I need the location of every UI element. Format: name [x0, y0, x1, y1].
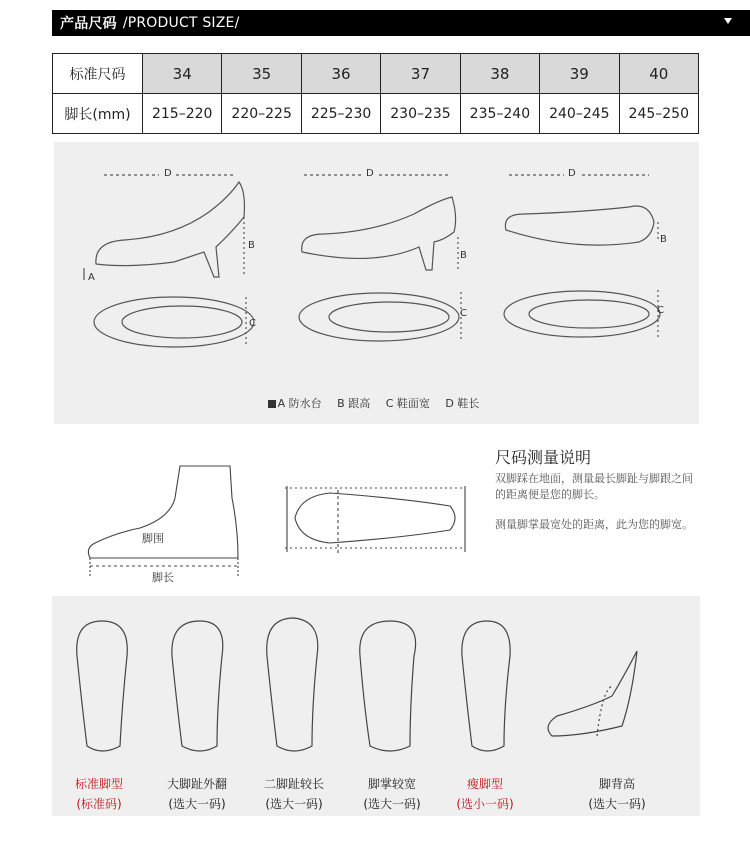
label-foot-length: 脚长 — [152, 571, 174, 584]
measure-instruction-width: 测量脚掌最宽处的距离，此为您的脚宽。 — [495, 518, 693, 531]
size-table — [52, 53, 699, 134]
legend-item-b: B 跟高 — [337, 397, 371, 410]
foot-measurement-illustration — [80, 458, 480, 588]
dim-label-c: C — [460, 308, 467, 319]
legend-item-a: A 防水台 — [277, 397, 322, 410]
length-cell: 215–220 — [143, 94, 222, 134]
size-cell: 35 — [222, 54, 301, 94]
dim-label-b: B — [460, 250, 467, 261]
length-cell: 240–245 — [540, 94, 619, 134]
dim-label-a: A — [88, 272, 95, 283]
legend-square-icon — [268, 400, 276, 408]
dim-label-b: B — [660, 234, 667, 245]
dim-label-c: C — [657, 305, 664, 316]
dropdown-arrow-icon[interactable] — [724, 18, 732, 24]
length-cell: 245–250 — [619, 94, 698, 134]
length-cell: 225–230 — [301, 94, 380, 134]
header-title-cn: 产品尺码 — [60, 16, 117, 32]
size-cell: 38 — [460, 54, 539, 94]
foot-type-standard — [54, 774, 144, 814]
size-cell: 34 — [143, 54, 222, 94]
shoe-dimension-legend — [54, 395, 699, 411]
measure-title: 尺码测量说明 — [495, 448, 592, 467]
shoe-diagrams-illustration — [54, 142, 699, 424]
foot-type-name: 大脚趾外翻 — [166, 777, 227, 791]
legend-item-d: D 鞋长 — [445, 397, 480, 410]
foot-type-wide-forefoot — [347, 774, 437, 814]
length-cell: 220–225 — [222, 94, 301, 134]
table-row — [53, 54, 699, 94]
foot-type-bunion — [152, 774, 242, 814]
dim-label-c: C — [249, 318, 256, 329]
row-label-foot-length: 脚长(mm) — [53, 94, 143, 134]
foot-type-name: 瘦脚型 — [466, 777, 503, 791]
foot-type-advice: (标准码) — [76, 797, 122, 811]
foot-type-slim — [440, 774, 530, 814]
foot-type-advice: (选大一码) — [588, 797, 646, 811]
length-cell: 230–235 — [381, 94, 460, 134]
measure-instruction-length: 双脚踩在地面，测量最长脚趾与脚跟之间的距离便是您的脚长。 — [495, 472, 693, 501]
foot-type-name: 二脚趾较长 — [263, 777, 324, 791]
dim-label-b: B — [248, 240, 255, 251]
size-cell: 36 — [301, 54, 380, 94]
section-header — [52, 10, 750, 36]
foot-type-advice: (选小一码) — [456, 797, 514, 811]
size-cell: 39 — [540, 54, 619, 94]
header-title-en: /PRODUCT SIZE/ — [122, 15, 240, 31]
length-cell: 235–240 — [460, 94, 539, 134]
row-label-standard-size: 标准尺码 — [53, 54, 143, 94]
foot-type-long-second-toe — [249, 774, 339, 814]
foot-type-name: 标准脚型 — [74, 777, 123, 791]
foot-type-name: 脚掌较宽 — [367, 777, 416, 791]
dim-label-d: D — [568, 168, 576, 179]
foot-type-advice: (选大一码) — [265, 797, 323, 811]
legend-item-c: C 鞋面宽 — [385, 397, 430, 410]
table-row — [53, 94, 699, 134]
foot-type-name: 脚背高 — [598, 777, 635, 791]
size-cell: 37 — [381, 54, 460, 94]
dim-label-d: D — [164, 168, 172, 179]
size-cell: 40 — [619, 54, 698, 94]
foot-type-high-instep — [572, 774, 662, 814]
foot-types-panel — [52, 596, 700, 816]
label-foot-width: 脚围 — [142, 532, 164, 545]
shoe-diagram-panel — [54, 142, 699, 424]
foot-type-advice: (选大一码) — [363, 797, 421, 811]
foot-types-illustration — [52, 596, 700, 766]
foot-type-advice: (选大一码) — [168, 797, 226, 811]
dim-label-d: D — [366, 168, 374, 179]
